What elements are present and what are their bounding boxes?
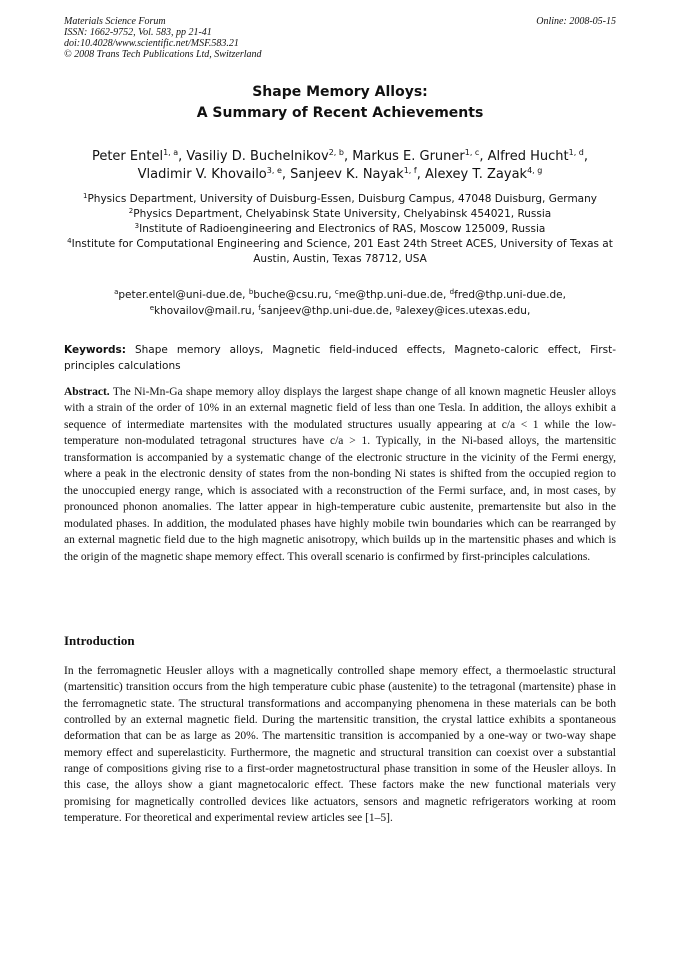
author-line-2: Vladimir V. Khovailo$^{3, e}$, Sanjeev K. Nayak$^{1, f}$, Alexey T. Zayak$^{4, g}$ (137, 166, 543, 182)
email-address[interactable]: $^d$fred@thp.uni-due.de, (449, 288, 566, 301)
author: Vasiliy D. Buchelnikov$^{2, b}$ (186, 148, 344, 164)
author: Markus E. Gruner$^{1, c}$ (352, 148, 480, 164)
affiliation: $^4$Institute for Computational Engineering and Science, 201 East 24th Street ACES, University of Texas at Austin, Austin, Texas 78712, USA (67, 237, 613, 265)
email-address[interactable]: $^f$sanjeev@thp.uni-due.de, (258, 304, 393, 317)
email-list (64, 287, 616, 319)
abstract-text: The Ni-Mn-Ga shape memory alloy displays the largest shape change of all known magnetic Heusler alloys with a strain of the order of 10% in an external magnetic field of less than one Tesla. In addition, the alloys exhibit a sequence of intermediate martensites with the modulated structures usually appearing at c/a < 1 while the low-temperature non-modulated tetragonal structures have c/a > 1. Typically, in the Ni-based alloys, the martensitic transformation is accompanied by a systematic change of the electronic structure in the vicinity of the Fermi energy, where a peak in the electronic density of states from the non-bonding Ni states is shifted from the occupied region to the unoccupied energy range, which is associated with a reconstruction of the Fermi surface, and, in most cases, by pronounced phonon anomalies. The latter appear in high-temperature cubic austenite, premartensite but also in the modulated phases. In addition, the modulated phases have highly mobile twin boundaries which can be rearranged by an external magnetic field due to the high magnetic anisotropy, which builds up in the martensitic phases and which is the origin of the magnetic shape memory effect. This overall scenario is confirmed by first-principles calculations. (64, 386, 617, 563)
author: Alfred Hucht$^{1, d}$ (487, 148, 584, 164)
keywords-label: Keywords: (64, 344, 126, 356)
introduction-text: In the ferromagnetic Heusler alloys with a magnetically controlled shape memory effect, a thermoelastic structural (martensitic) transition occurs from the high temperature cubic phase (austenite) to the tetragonal (martensite) phase in the ferromagnetic state. The structural transformations and accompanying phenomena in these materials can be both controlled by an external magnetic field. During the martensitic transition, the crystal lattice exhibits a spontaneous deformation that can be as large as 20%. The martensitic transition is accompanied by a one-way or two-way shape memory effect and superelasticity. Furthermore, the magnetic and structural transition can coexist over a substantial range of compositions giving rise to a first-order magnetostructural phase transition in some of the Heusler alloys. In this case, the alloys show a giant magnetocaloric effect. These factors make the new functional materials very promising for magnetically controlled devices like actuators, sensors and magnetic refrigerators working at room temperature. For theoretical and experimental review articles see [1–5]. (64, 665, 616, 825)
online-date: Online: 2008-05-15 (536, 16, 616, 27)
author-line-1: Peter Entel$^{1, a}$, Vasiliy D. Buchelnikov$^{2, b}$, Markus E. Gruner$^{1, c}$, Alfred Hucht$^{1, d}$, (91, 148, 589, 164)
title-line-2: A Summary of Recent Achievements (196, 105, 484, 121)
paper-title (64, 82, 616, 124)
affiliation: $^1$Physics Department, University of Duisburg-Essen, Duisburg Campus, 47048 Duisburg, Germany (83, 192, 597, 205)
abstract-label: Abstract. (64, 386, 110, 398)
author: Alexey T. Zayak$^{4, g}$ (424, 166, 543, 182)
keywords-text: Shape memory alloys, Magnetic field-induced effects, Magneto-caloric effect, First-principles calculations (64, 344, 616, 372)
introduction-heading: Introduction (64, 633, 135, 648)
title-line-1: Shape Memory Alloys: (252, 84, 428, 100)
email-line-2 (64, 303, 616, 319)
email-address[interactable]: $^c$me@thp.uni-due.de, (334, 288, 447, 301)
author: Peter Entel$^{1, a}$ (91, 148, 179, 164)
affiliation-list (64, 192, 616, 267)
journal-issn: ISSN: 1662-9752, Vol. 583, pp 21-41 (64, 27, 212, 38)
journal-doi: doi:10.4028/www.scientific.net/MSF.583.21 (64, 38, 239, 49)
email-address[interactable]: $^b$buche@csu.ru, (248, 288, 332, 301)
email-line-1 (64, 287, 616, 303)
author: Vladimir V. Khovailo$^{3, e}$ (137, 166, 282, 182)
journal-info (64, 16, 616, 60)
journal-name: Materials Science Forum (64, 16, 166, 27)
affiliation: $^2$Physics Department, Chelyabinsk State University, Chelyabinsk 454021, Russia (128, 207, 552, 220)
journal-header (64, 16, 616, 60)
author-list (64, 148, 616, 184)
affiliation: $^3$Institute of Radioengineering and Electronics of RAS, Moscow 125009, Russia (134, 222, 546, 235)
email-address[interactable]: $^g$alexey@ices.utexas.edu, (395, 304, 531, 317)
journal-copyright: © 2008 Trans Tech Publications Ltd, Switzerland (64, 49, 262, 60)
author: Sanjeev K. Nayak$^{1, f}$ (290, 166, 417, 182)
email-address[interactable]: $^a$peter.entel@uni-due.de, (114, 288, 246, 301)
abstract-section (64, 384, 616, 565)
email-address[interactable]: $^e$khovailov@mail.ru, (149, 304, 255, 317)
keywords-section (64, 342, 616, 374)
